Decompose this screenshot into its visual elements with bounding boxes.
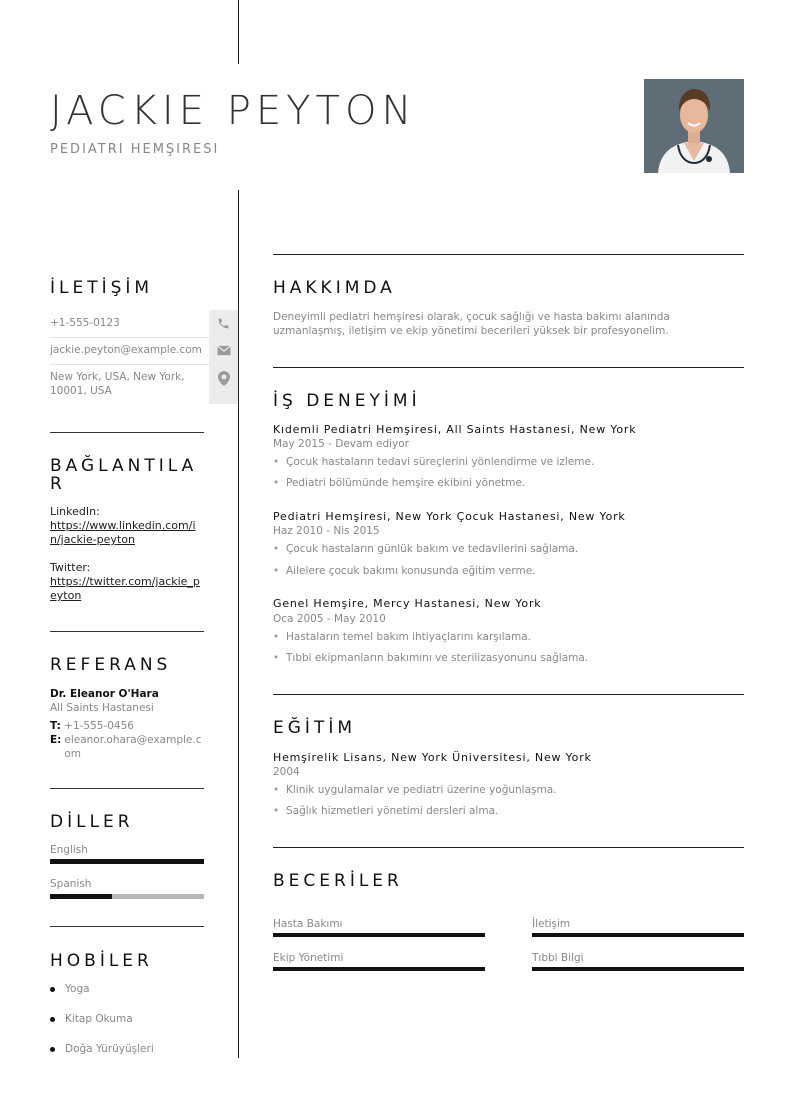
phone-icon <box>209 310 238 337</box>
skill-name: Hasta Bakımı <box>273 918 343 930</box>
language-level-fill <box>50 859 204 864</box>
skill-level-bar <box>532 933 744 937</box>
education-year: 2004 <box>273 766 300 778</box>
divider <box>273 367 744 368</box>
contact-address: New York, USA, New York, 10001, USA <box>50 371 185 397</box>
education-bullet-text: Sağlık hizmetleri yönetimi dersleri alma. <box>286 805 499 817</box>
contact-phone[interactable]: +1-555-0123 <box>50 317 120 329</box>
job-date: May 2015 - Devam ediyor <box>273 438 409 450</box>
reference-phone-line <box>50 719 204 733</box>
skill-level-bar <box>273 967 485 971</box>
skill-level-fill <box>532 933 744 937</box>
hobbies-heading: HOBİLER <box>50 951 153 971</box>
skill-level-bar <box>532 967 744 971</box>
language-level-bar <box>50 894 204 899</box>
job-bullet: • Ailelere çocuk bakımı konusunda eğitim verme. <box>273 565 536 577</box>
hobby-label: Doğa Yürüyüşleri <box>65 1043 154 1055</box>
contact-email[interactable]: jackie.peyton@example.com <box>50 344 202 356</box>
bullet-dot <box>50 1017 55 1022</box>
column-divider-line <box>238 190 239 1058</box>
contact-heading: İLETİŞİM <box>50 278 154 298</box>
candidate-title: PEDIATRI HEMŞIRESI <box>50 142 220 157</box>
skill-level-fill <box>273 933 485 937</box>
experience-heading: İŞ DENEYİMİ <box>273 391 421 411</box>
reference-org: All Saints Hastanesi <box>50 702 154 714</box>
divider <box>50 926 204 927</box>
job-bullet-text: Ailelere çocuk bakımı konusunda eğitim verme. <box>286 565 536 577</box>
language-name: Spanish <box>50 878 92 890</box>
hobby-item <box>50 1043 154 1055</box>
location-pin-icon <box>209 364 238 404</box>
education-bullet-text: Klinik uygulamalar ve pediatri üzerine yoğunlaşma. <box>286 784 557 796</box>
job-bullet-text: Tıbbi ekipmanların bakımını ve sterilizasyonunu sağlama. <box>286 652 589 664</box>
job-title: Genel Hemşire, Mercy Hastanesi, New York <box>273 597 542 610</box>
skill-level-fill <box>532 967 744 971</box>
language-level-bar <box>50 859 204 864</box>
hobby-label: Yoga <box>65 983 90 995</box>
job-title: Pediatri Hemşiresi, New York Çocuk Hastanesi, New York <box>273 510 626 523</box>
divider <box>273 847 744 848</box>
language-level-fill <box>50 894 112 899</box>
skills-heading: BECERİLER <box>273 871 403 891</box>
reference-phone[interactable]: +1-555-0456 <box>64 720 134 732</box>
bullet-dot <box>50 1047 55 1052</box>
top-divider-line <box>238 0 239 64</box>
job-title: Kıdemli Pediatri Hemşiresi, All Saints Hastanesi, New York <box>273 423 637 436</box>
language-name: English <box>50 844 88 856</box>
divider <box>50 432 204 433</box>
job-bullet: • Çocuk hastaların tedavi süreçlerini yönlendirme ve izleme. <box>273 456 595 468</box>
about-heading: HAKKIMDA <box>273 278 396 298</box>
skill-level-bar <box>273 933 485 937</box>
divider <box>273 254 744 255</box>
education-degree: Hemşirelik Lisans, New York Üniversitesi, New York <box>273 751 592 764</box>
contact-phone-row <box>50 310 238 338</box>
job-bullet-text: Pediatri bölümünde hemşire ekibini yönetme. <box>286 477 526 489</box>
divider <box>273 694 744 695</box>
reference-email-label: E: <box>50 734 62 746</box>
job-bullet: • Pediatri bölümünde hemşire ekibini yönetme. <box>273 477 526 489</box>
skill-name: Tıbbi Bilgi <box>532 952 584 964</box>
skill-level-fill <box>273 967 485 971</box>
languages-heading: DİLLER <box>50 812 134 832</box>
bullet-dot <box>50 987 55 992</box>
education-heading: EĞİTİM <box>273 718 356 738</box>
contact-email-row <box>50 337 238 365</box>
job-bullet-text: Hastaların temel bakım ihtiyaçlarını karşılama. <box>286 631 532 643</box>
job-bullet: • Hastaların temel bakım ihtiyaçlarını karşılama. <box>273 631 532 643</box>
reference-email-line <box>50 733 204 761</box>
candidate-name: JACKIE PEYTON <box>50 88 417 134</box>
hobby-item <box>50 1013 133 1025</box>
envelope-icon <box>209 337 238 364</box>
reference-name: Dr. Eleanor O'Hara <box>50 688 159 700</box>
about-text: Deneyimli pediatri hemşiresi olarak, çocuk sağlığı ve hasta bakımı alanında uzmanlaşmış, iletişim ve ekip yönetimi becerileri yüksek bir profesyonelim. <box>273 311 670 337</box>
reference-phone-label: T: <box>50 720 61 732</box>
job-bullet: • Çocuk hastaların günlük bakım ve tedavilerini sağlama. <box>273 543 579 555</box>
job-date: Haz 2010 - Nis 2015 <box>273 525 380 537</box>
divider <box>50 631 204 632</box>
job-bullet-text: Çocuk hastaların günlük bakım ve tedavilerini sağlama. <box>286 543 579 555</box>
skill-name: Ekip Yönetimi <box>273 952 344 964</box>
linkedin-label: LinkedIn: <box>50 505 100 518</box>
contact-address-row <box>50 364 238 404</box>
twitter-label: Twitter: <box>50 561 91 574</box>
skill-name: İletişim <box>532 918 571 930</box>
reference-email[interactable]: eleanor.ohara@example.com <box>64 734 202 760</box>
education-bullet: • Sağlık hizmetleri yönetimi dersleri alma. <box>273 805 499 817</box>
hobby-item <box>50 983 90 995</box>
job-bullet: • Tıbbi ekipmanların bakımını ve sterilizasyonunu sağlama. <box>273 652 589 664</box>
twitter-link[interactable]: https://twitter.com/jackie_peyton <box>50 575 200 602</box>
job-date: Oca 2005 - May 2010 <box>273 613 386 625</box>
reference-heading: REFERANS <box>50 655 172 675</box>
linkedin-link[interactable]: https://www.linkedin.com/in/jackie-peyton <box>50 519 196 546</box>
education-bullet: • Klinik uygulamalar ve pediatri üzerine yoğunlaşma. <box>273 784 557 796</box>
profile-photo <box>644 79 744 173</box>
links-heading: BAĞLANTILAR <box>50 456 198 494</box>
hobby-label: Kitap Okuma <box>65 1013 133 1025</box>
job-bullet-text: Çocuk hastaların tedavi süreçlerini yönlendirme ve izleme. <box>286 456 595 468</box>
divider <box>50 788 204 789</box>
